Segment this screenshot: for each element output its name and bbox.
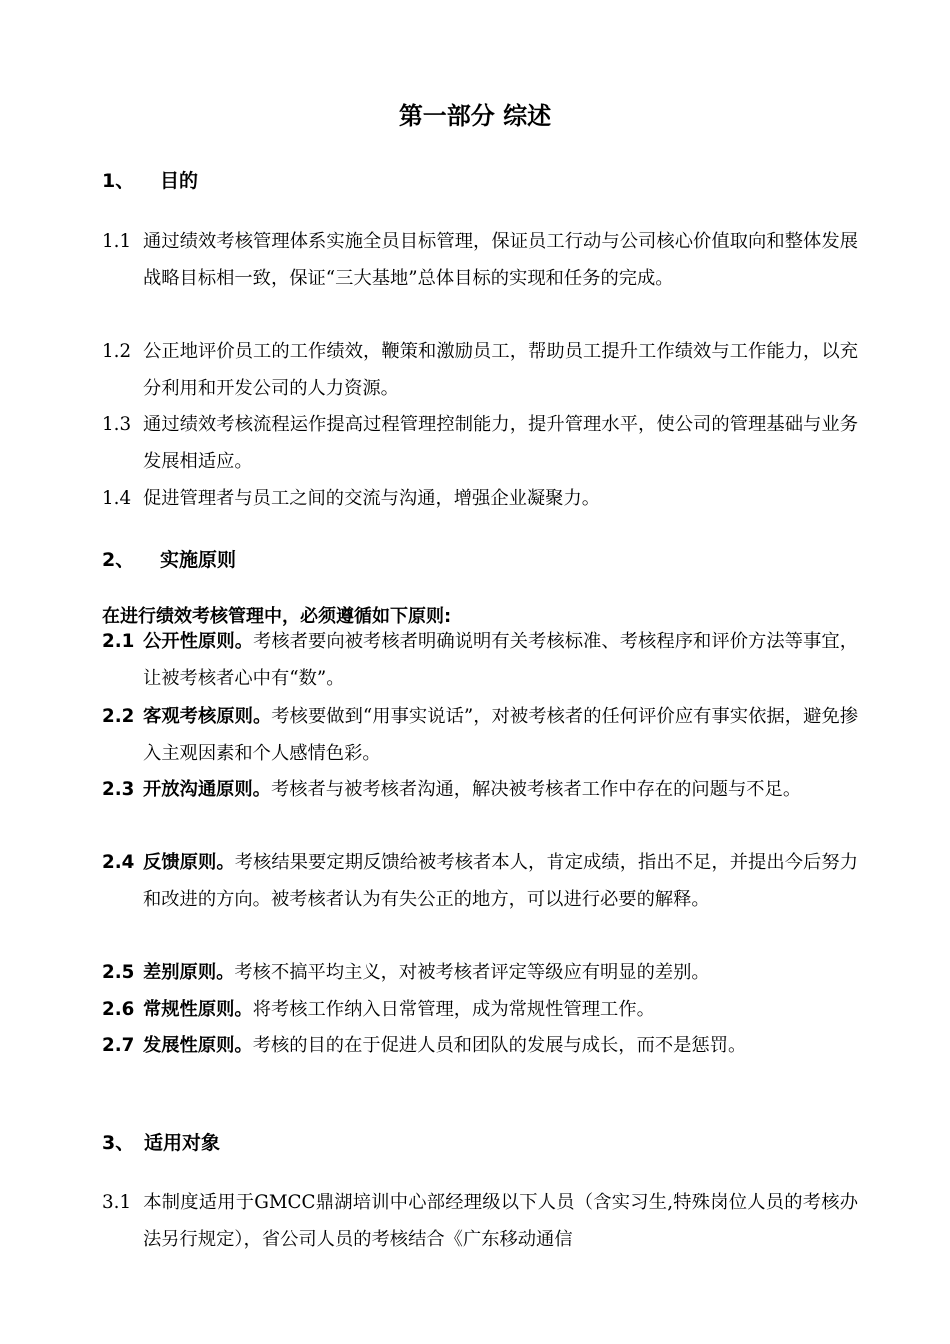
item-number: 1.4: [102, 488, 132, 509]
item-text: 通过绩效考核流程运作提高过程管理控制能力，提升管理水平，使公司的管理基础与业务发展相适应。: [143, 414, 858, 472]
item-heading: 开放沟通原则。: [143, 779, 271, 800]
list-item: [102, 334, 858, 407]
list-item: [102, 699, 858, 772]
item-heading: 发展性原则。: [143, 1035, 253, 1056]
section-number: 1、: [102, 170, 135, 192]
item-number: 2.5: [102, 962, 135, 983]
item-text: 考核者要向被考核者明确说明有关考核标准、考核程序和评价方法等事宜，让被考核者心中有“数”。: [143, 631, 859, 689]
item-text: 考核的目的在于促进人员和团队的发展与成长，而不是惩罚。: [252, 1035, 747, 1056]
section-title: 实施原则: [160, 549, 237, 571]
section-title: 目的: [160, 170, 199, 192]
item-heading: 客观考核原则。: [143, 706, 272, 727]
item-number: 2.2: [102, 706, 135, 727]
item-text: 促进管理者与员工之间的交流与沟通，增强企业凝聚力。: [143, 488, 601, 509]
item-number: 2.4: [102, 852, 135, 873]
list-item: [102, 845, 858, 918]
item-number: 1.1: [102, 231, 132, 252]
item-heading: 常规性原则。: [143, 999, 253, 1020]
item-number: 1.2: [102, 341, 132, 362]
list-item: [102, 624, 858, 697]
list-item: [102, 481, 858, 518]
item-number: 2.7: [102, 1035, 135, 1056]
section-heading-purpose: [102, 166, 198, 193]
item-text: 考核要做到“用事实说话”，对被考核者的任何评价应有事实依据，避免掺入主观因素和个人感情色彩。: [143, 706, 858, 764]
item-text: 考核结果要定期反馈给被考核者本人，肯定成绩，指出不足，并提出今后努力和改进的方向。被考核者认为有失公正的地方，可以进行必要的解释。: [143, 852, 858, 910]
list-item: [102, 1028, 858, 1065]
list-item: [102, 992, 858, 1029]
item-heading: 差别原则。: [143, 962, 235, 983]
principles-intro: 在进行绩效考核管理中，必须遵循如下原则:: [102, 606, 452, 627]
item-text: 考核者与被考核者沟通，解决被考核者工作中存在的问题与不足。: [270, 779, 802, 800]
list-item: [102, 1185, 858, 1258]
item-text: 考核不搞平均主义，对被考核者评定等级应有明显的差别。: [234, 962, 710, 983]
section-heading-principles: [102, 545, 236, 572]
section-number: 2、: [102, 549, 135, 571]
item-text: 公正地评价员工的工作绩效，鞭策和激励员工，帮助员工提升工作绩效与工作能力，以充分利用和开发公司的人力资源。: [143, 341, 858, 399]
item-number: 2.1: [102, 631, 135, 652]
list-item: [102, 407, 858, 480]
item-text: 通过绩效考核管理体系实施全员目标管理，保证员工行动与公司核心价值取向和整体发展战略目标相一致，保证“三大基地”总体目标的实现和任务的完成。: [143, 231, 858, 289]
item-text: 将考核工作纳入日常管理，成为常规性管理工作。: [252, 999, 655, 1020]
item-heading: 反馈原则。: [143, 852, 235, 873]
list-item: [102, 955, 858, 992]
list-item: [102, 224, 858, 297]
item-number: 1.3: [102, 414, 132, 435]
item-number: 3.1: [102, 1192, 132, 1213]
item-text: 本制度适用于GMCC鼎湖培训中心部经理级以下人员（含实习生,特殊岗位人员的考核办法另行规定），省公司人员的考核结合《广东移动通信: [143, 1192, 858, 1250]
item-number: 2.6: [102, 999, 135, 1020]
list-item: [102, 772, 858, 809]
section-number: 3、: [102, 1132, 135, 1154]
item-heading: 公开性原则。: [143, 631, 254, 652]
section-heading-scope: [102, 1128, 220, 1155]
section-title: 适用对象: [144, 1132, 221, 1154]
page-title: 第一部分 综述: [398, 102, 552, 130]
item-number: 2.3: [102, 779, 135, 800]
